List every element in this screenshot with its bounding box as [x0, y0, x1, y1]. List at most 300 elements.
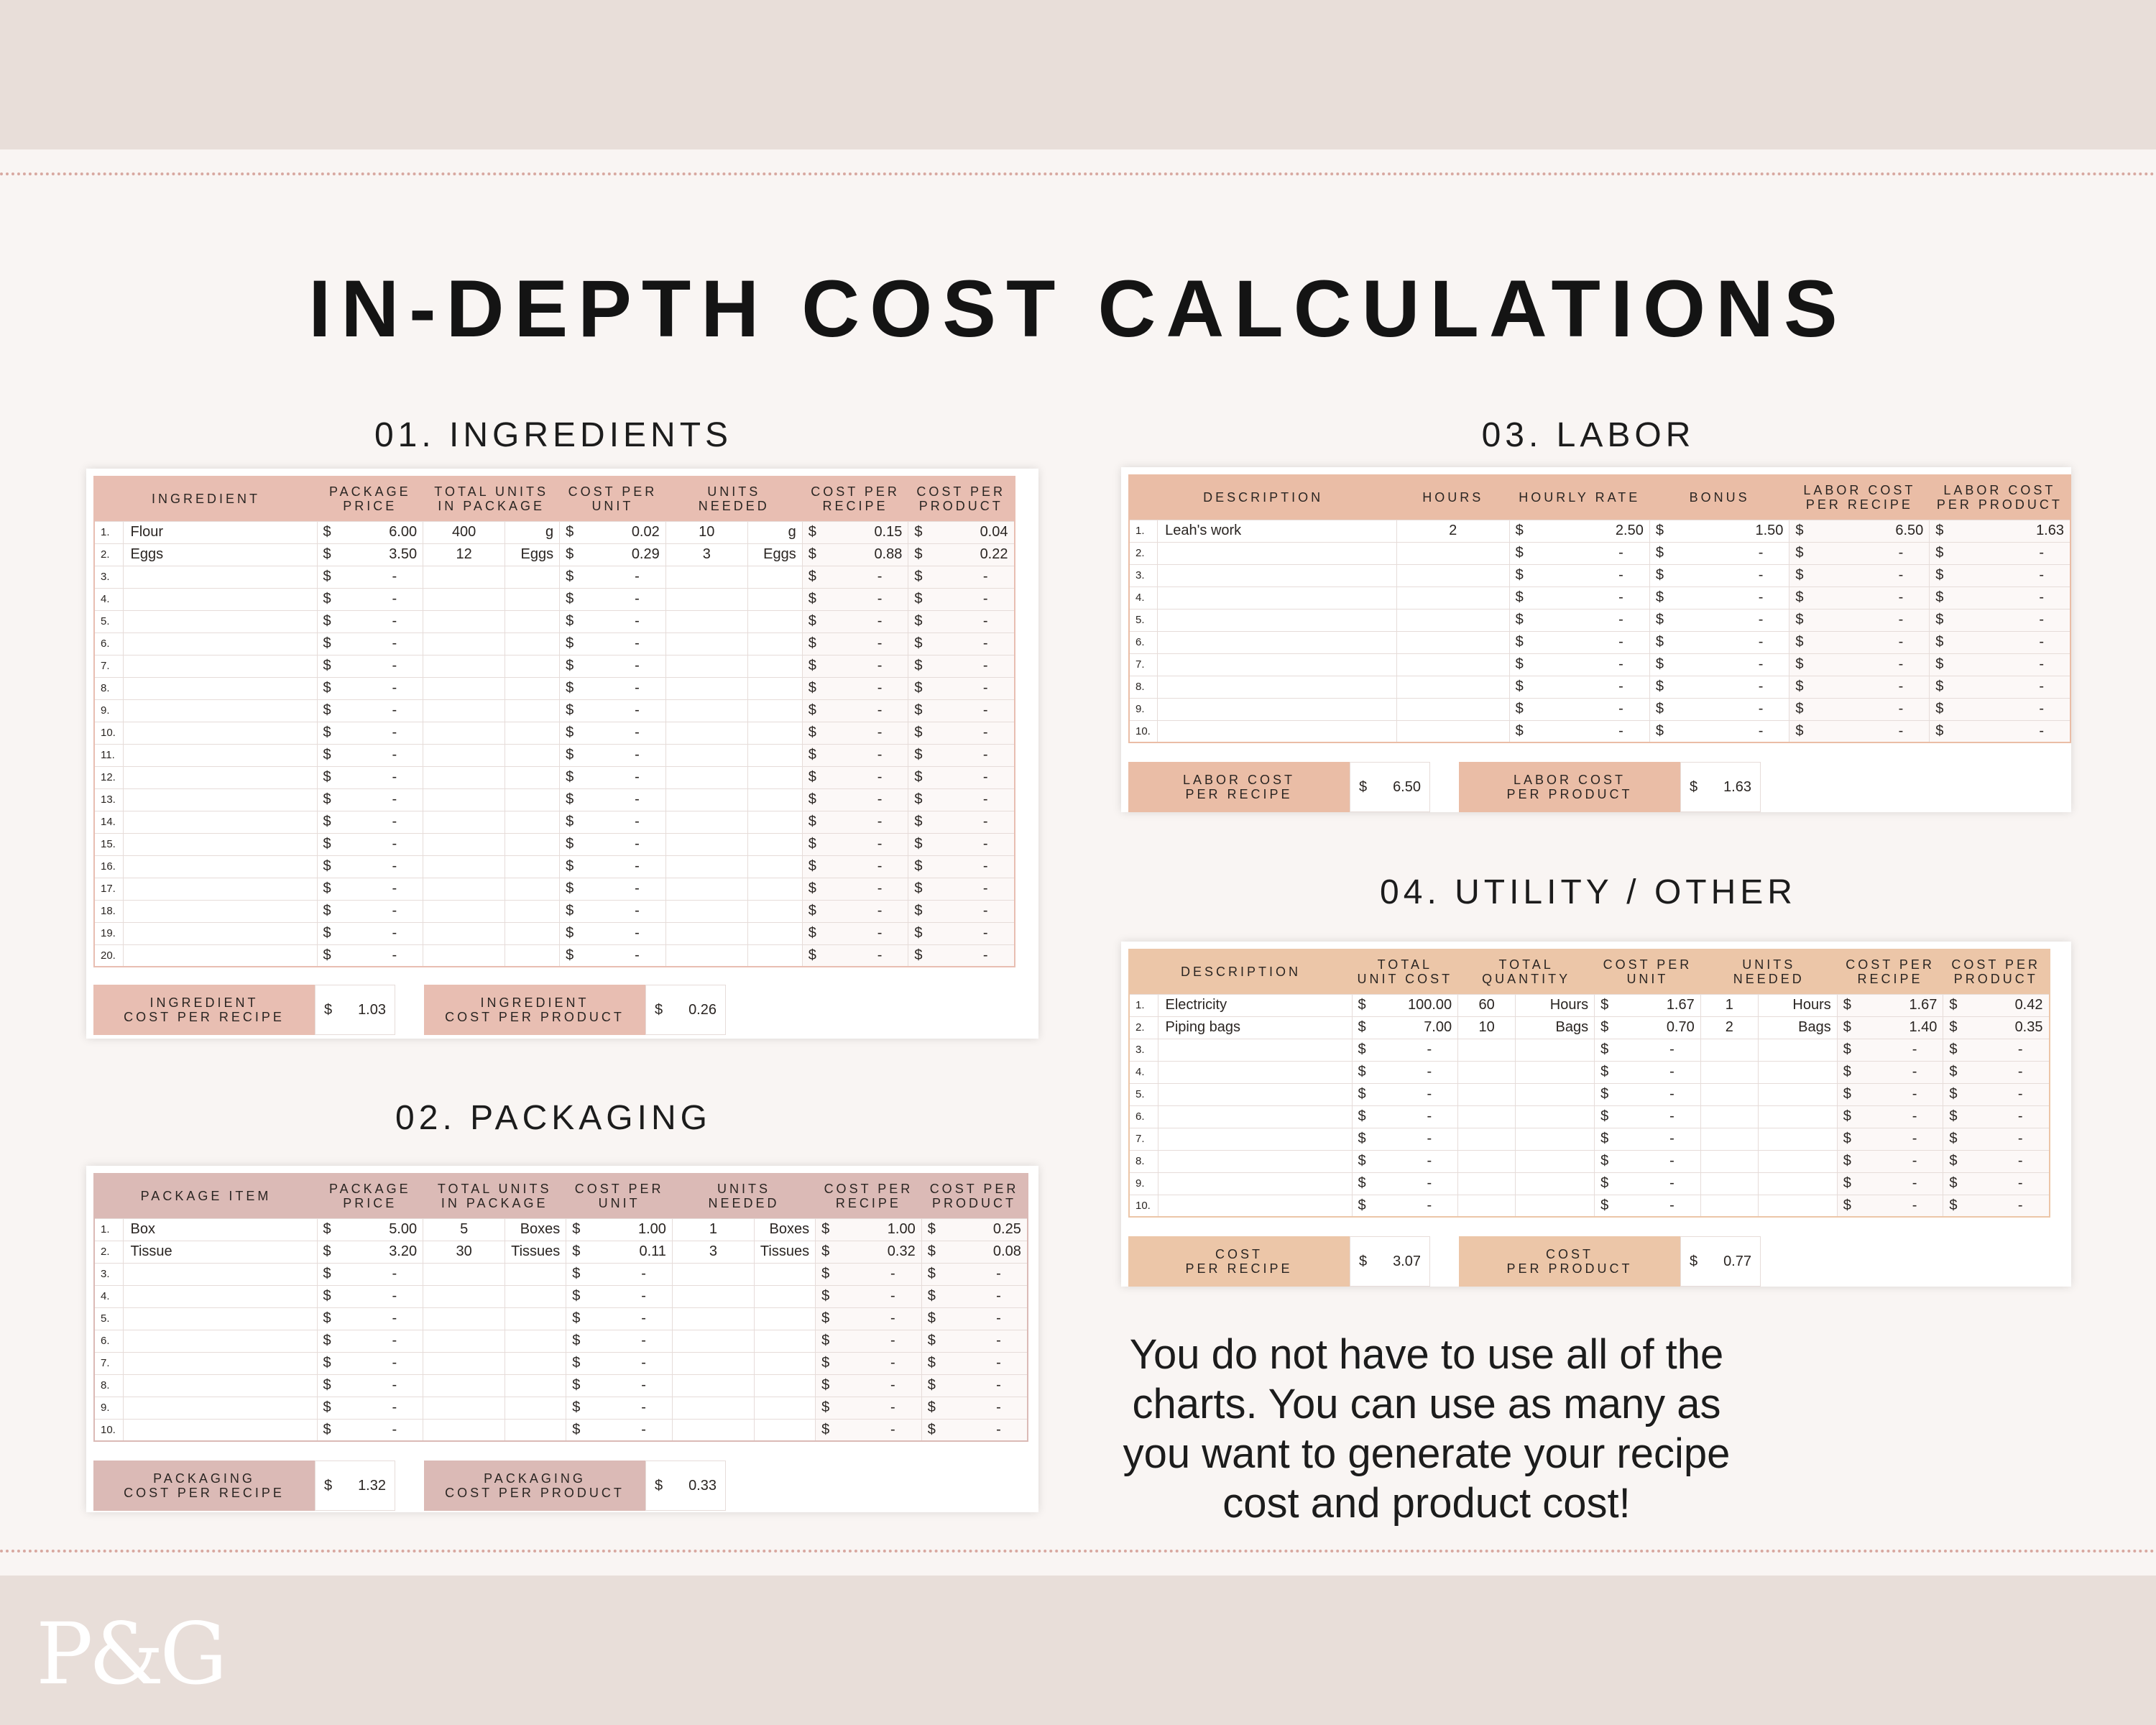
labor-cost-per-recipe-cell[interactable]: - [1810, 676, 1930, 698]
quantity-cell[interactable] [423, 744, 505, 766]
description-cell[interactable] [1158, 631, 1397, 653]
item-name-cell[interactable] [1158, 1061, 1352, 1083]
price-cell[interactable]: - [337, 566, 423, 588]
cost-per-recipe-cell[interactable]: - [822, 632, 908, 655]
cost-per-unit-cell[interactable]: - [579, 922, 665, 944]
units-needed-cell[interactable] [1700, 1195, 1758, 1217]
bonus-cell[interactable]: 1.50 [1669, 520, 1789, 542]
cost-per-unit-cell[interactable]: - [579, 588, 665, 610]
price-cell[interactable]: - [1372, 1061, 1458, 1083]
cost-per-unit-cell[interactable]: - [1614, 1039, 1700, 1061]
hours-cell[interactable] [1396, 564, 1509, 586]
price-cell[interactable]: - [337, 588, 423, 610]
cost-per-unit-cell[interactable]: - [579, 632, 665, 655]
item-name-cell[interactable] [123, 699, 317, 722]
cost-per-product-cell[interactable]: 0.08 [941, 1241, 1028, 1263]
quantity-cell[interactable] [423, 1285, 505, 1307]
needed-unit-cell[interactable]: g [747, 521, 802, 543]
cost-per-unit-cell[interactable]: 0.29 [579, 543, 665, 566]
cost-per-unit-cell[interactable]: - [579, 900, 665, 922]
needed-unit-cell[interactable] [747, 922, 802, 944]
cost-per-unit-cell[interactable]: - [579, 788, 665, 811]
cost-per-recipe-cell[interactable]: - [1857, 1172, 1943, 1195]
cost-per-recipe-cell[interactable]: 1.40 [1857, 1016, 1943, 1039]
labor-cost-per-product-cell[interactable]: - [1949, 609, 2070, 631]
unit-cell[interactable] [505, 1352, 566, 1374]
needed-unit-cell[interactable] [754, 1330, 815, 1352]
units-needed-cell[interactable] [1700, 1039, 1758, 1061]
needed-unit-cell[interactable] [1758, 1128, 1837, 1150]
summary-value[interactable] [1350, 762, 1430, 812]
needed-unit-cell[interactable] [747, 566, 802, 588]
needed-unit-cell[interactable] [754, 1374, 815, 1397]
price-cell[interactable]: - [1372, 1195, 1458, 1217]
cost-per-unit-cell[interactable]: - [586, 1419, 672, 1441]
bonus-cell[interactable]: - [1669, 631, 1789, 653]
cost-per-recipe-cell[interactable]: - [835, 1307, 921, 1330]
units-needed-cell[interactable] [672, 1285, 754, 1307]
units-needed-cell[interactable] [665, 588, 747, 610]
needed-unit-cell[interactable] [747, 588, 802, 610]
item-name-cell[interactable] [123, 1397, 317, 1419]
needed-unit-cell[interactable]: Hours [1758, 994, 1837, 1016]
needed-unit-cell[interactable] [754, 1352, 815, 1374]
hours-cell[interactable] [1396, 653, 1509, 676]
cost-per-product-cell[interactable]: - [1963, 1105, 2050, 1128]
hourly-rate-cell[interactable]: - [1529, 564, 1650, 586]
unit-cell[interactable] [505, 878, 560, 900]
price-cell[interactable]: - [337, 1307, 423, 1330]
units-needed-cell[interactable] [1700, 1083, 1758, 1105]
units-needed-cell[interactable] [665, 744, 747, 766]
needed-unit-cell[interactable] [754, 1397, 815, 1419]
description-cell[interactable] [1158, 564, 1397, 586]
quantity-cell[interactable] [423, 766, 505, 788]
cost-per-recipe-cell[interactable]: - [822, 588, 908, 610]
item-name-cell[interactable] [123, 632, 317, 655]
cost-per-recipe-cell[interactable]: - [1857, 1150, 1943, 1172]
hours-cell[interactable] [1396, 586, 1509, 609]
hours-cell[interactable] [1396, 609, 1509, 631]
needed-unit-cell[interactable] [1758, 1150, 1837, 1172]
price-cell[interactable]: - [337, 878, 423, 900]
description-cell[interactable] [1158, 676, 1397, 698]
labor-cost-per-recipe-cell[interactable]: 6.50 [1810, 520, 1930, 542]
units-needed-cell[interactable] [672, 1307, 754, 1330]
item-name-cell[interactable] [1158, 1172, 1352, 1195]
needed-unit-cell[interactable] [1758, 1061, 1837, 1083]
units-needed-cell[interactable] [665, 944, 747, 967]
price-cell[interactable]: - [337, 811, 423, 833]
cost-per-recipe-cell[interactable]: 0.15 [822, 521, 908, 543]
quantity-cell[interactable] [423, 855, 505, 878]
cost-per-recipe-cell[interactable]: - [822, 833, 908, 855]
cost-per-product-cell[interactable]: - [929, 566, 1015, 588]
units-needed-cell[interactable] [672, 1397, 754, 1419]
cost-per-unit-cell[interactable]: - [579, 833, 665, 855]
quantity-cell[interactable] [1458, 1083, 1516, 1105]
needed-unit-cell[interactable] [747, 677, 802, 699]
cost-per-unit-cell[interactable]: - [586, 1374, 672, 1397]
quantity-cell[interactable]: 10 [1458, 1016, 1516, 1039]
cost-per-unit-cell[interactable]: - [1614, 1105, 1700, 1128]
quantity-cell[interactable] [423, 900, 505, 922]
cost-per-unit-cell[interactable]: - [579, 878, 665, 900]
units-needed-cell[interactable]: 2 [1700, 1016, 1758, 1039]
units-needed-cell[interactable] [665, 766, 747, 788]
units-needed-cell[interactable] [665, 722, 747, 744]
cost-per-product-cell[interactable]: - [929, 655, 1015, 677]
needed-unit-cell[interactable]: Eggs [747, 543, 802, 566]
quantity-cell[interactable]: 400 [423, 521, 505, 543]
quantity-cell[interactable] [423, 566, 505, 588]
labor-cost-per-recipe-cell[interactable]: - [1810, 564, 1930, 586]
needed-unit-cell[interactable] [1758, 1105, 1837, 1128]
item-name-cell[interactable] [123, 744, 317, 766]
units-needed-cell[interactable] [672, 1419, 754, 1441]
item-name-cell[interactable] [1158, 1083, 1352, 1105]
price-cell[interactable]: - [337, 632, 423, 655]
needed-unit-cell[interactable] [1758, 1195, 1837, 1217]
needed-unit-cell[interactable] [747, 744, 802, 766]
unit-cell[interactable] [505, 1263, 566, 1285]
quantity-cell[interactable]: 5 [423, 1218, 505, 1241]
item-name-cell[interactable] [123, 766, 317, 788]
cost-per-unit-cell[interactable]: - [1614, 1128, 1700, 1150]
units-needed-cell[interactable] [672, 1352, 754, 1374]
hourly-rate-cell[interactable]: - [1529, 586, 1650, 609]
cost-per-recipe-cell[interactable]: - [822, 655, 908, 677]
hourly-rate-cell[interactable]: - [1529, 676, 1650, 698]
unit-cell[interactable] [505, 610, 560, 632]
item-name-cell[interactable] [123, 922, 317, 944]
cost-per-recipe-cell[interactable]: - [822, 677, 908, 699]
quantity-cell[interactable] [423, 1330, 505, 1352]
unit-cell[interactable] [1516, 1172, 1595, 1195]
item-name-cell[interactable] [123, 1374, 317, 1397]
cost-per-recipe-cell[interactable]: - [822, 722, 908, 744]
price-cell[interactable]: - [1372, 1083, 1458, 1105]
unit-cell[interactable] [505, 1330, 566, 1352]
hourly-rate-cell[interactable]: - [1529, 720, 1650, 742]
needed-unit-cell[interactable] [754, 1285, 815, 1307]
units-needed-cell[interactable] [1700, 1128, 1758, 1150]
cost-per-product-cell[interactable]: - [929, 922, 1015, 944]
quantity-cell[interactable] [1458, 1128, 1516, 1150]
unit-cell[interactable] [505, 722, 560, 744]
cost-per-recipe-cell[interactable]: - [835, 1374, 921, 1397]
quantity-cell[interactable] [423, 833, 505, 855]
cost-per-product-cell[interactable]: - [929, 878, 1015, 900]
price-cell[interactable]: 5.00 [337, 1218, 423, 1241]
item-name-cell[interactable]: Piping bags [1158, 1016, 1352, 1039]
item-name-cell[interactable] [123, 722, 317, 744]
labor-cost-per-product-cell[interactable]: - [1949, 586, 2070, 609]
labor-cost-per-product-cell[interactable]: - [1949, 698, 2070, 720]
quantity-cell[interactable] [423, 610, 505, 632]
cost-per-product-cell[interactable]: - [929, 944, 1015, 967]
cost-per-recipe-cell[interactable]: 1.00 [835, 1218, 921, 1241]
needed-unit-cell[interactable] [747, 610, 802, 632]
units-needed-cell[interactable] [672, 1374, 754, 1397]
price-cell[interactable]: - [337, 944, 423, 967]
unit-cell[interactable] [505, 699, 560, 722]
price-cell[interactable]: - [337, 922, 423, 944]
units-needed-cell[interactable]: 3 [672, 1241, 754, 1263]
unit-cell[interactable] [505, 1374, 566, 1397]
hours-cell[interactable] [1396, 542, 1509, 564]
unit-cell[interactable] [505, 833, 560, 855]
price-cell[interactable]: - [1372, 1039, 1458, 1061]
price-cell[interactable]: - [337, 900, 423, 922]
unit-cell[interactable]: g [505, 521, 560, 543]
cost-per-recipe-cell[interactable]: - [835, 1285, 921, 1307]
price-cell[interactable]: - [337, 788, 423, 811]
item-name-cell[interactable]: Flour [123, 521, 317, 543]
needed-unit-cell[interactable] [747, 722, 802, 744]
cost-per-unit-cell[interactable]: 1.67 [1614, 994, 1700, 1016]
cost-per-recipe-cell[interactable]: - [1857, 1061, 1943, 1083]
units-needed-cell[interactable] [1700, 1105, 1758, 1128]
price-cell[interactable]: 100.00 [1372, 994, 1458, 1016]
unit-cell[interactable] [1516, 1195, 1595, 1217]
quantity-cell[interactable]: 60 [1458, 994, 1516, 1016]
quantity-cell[interactable] [1458, 1061, 1516, 1083]
item-name-cell[interactable] [123, 1307, 317, 1330]
cost-per-recipe-cell[interactable]: - [822, 744, 908, 766]
units-needed-cell[interactable] [665, 922, 747, 944]
needed-unit-cell[interactable]: Tissues [754, 1241, 815, 1263]
labor-cost-per-product-cell[interactable]: - [1949, 564, 2070, 586]
cost-per-unit-cell[interactable]: - [579, 744, 665, 766]
cost-per-unit-cell[interactable]: - [1614, 1150, 1700, 1172]
bonus-cell[interactable]: - [1669, 653, 1789, 676]
units-needed-cell[interactable] [1700, 1150, 1758, 1172]
quantity-cell[interactable] [423, 878, 505, 900]
quantity-cell[interactable] [423, 1352, 505, 1374]
labor-cost-per-recipe-cell[interactable]: - [1810, 631, 1930, 653]
cost-per-unit-cell[interactable]: 0.11 [586, 1241, 672, 1263]
item-name-cell[interactable] [123, 610, 317, 632]
price-cell[interactable]: - [337, 1419, 423, 1441]
quantity-cell[interactable] [423, 722, 505, 744]
hourly-rate-cell[interactable]: 2.50 [1529, 520, 1650, 542]
hourly-rate-cell[interactable]: - [1529, 609, 1650, 631]
price-cell[interactable]: 7.00 [1372, 1016, 1458, 1039]
units-needed-cell[interactable] [665, 566, 747, 588]
cost-per-product-cell[interactable]: - [929, 788, 1015, 811]
labor-cost-per-product-cell[interactable]: 1.63 [1949, 520, 2070, 542]
price-cell[interactable]: - [337, 699, 423, 722]
cost-per-product-cell[interactable]: 0.35 [1963, 1016, 2050, 1039]
units-needed-cell[interactable] [665, 900, 747, 922]
cost-per-recipe-cell[interactable]: - [822, 610, 908, 632]
cost-per-recipe-cell[interactable]: - [1857, 1083, 1943, 1105]
price-cell[interactable]: - [337, 1263, 423, 1285]
cost-per-unit-cell[interactable]: - [586, 1263, 672, 1285]
cost-per-recipe-cell[interactable]: - [822, 788, 908, 811]
cost-per-product-cell[interactable]: - [941, 1397, 1028, 1419]
cost-per-unit-cell[interactable]: - [579, 766, 665, 788]
cost-per-product-cell[interactable]: - [929, 699, 1015, 722]
needed-unit-cell[interactable] [747, 833, 802, 855]
cost-per-unit-cell[interactable]: - [586, 1330, 672, 1352]
units-needed-cell[interactable]: 1 [1700, 994, 1758, 1016]
quantity-cell[interactable] [423, 811, 505, 833]
unit-cell[interactable]: Hours [1516, 994, 1595, 1016]
price-cell[interactable]: 3.50 [337, 543, 423, 566]
units-needed-cell[interactable] [665, 855, 747, 878]
bonus-cell[interactable]: - [1669, 698, 1789, 720]
unit-cell[interactable] [505, 588, 560, 610]
cost-per-recipe-cell[interactable]: - [822, 944, 908, 967]
bonus-cell[interactable]: - [1669, 609, 1789, 631]
price-cell[interactable]: - [337, 610, 423, 632]
units-needed-cell[interactable] [665, 677, 747, 699]
item-name-cell[interactable]: Tissue [123, 1241, 317, 1263]
cost-per-unit-cell[interactable]: 0.02 [579, 521, 665, 543]
cost-per-product-cell[interactable]: - [1963, 1083, 2050, 1105]
labor-cost-per-recipe-cell[interactable]: - [1810, 698, 1930, 720]
description-cell[interactable] [1158, 698, 1397, 720]
cost-per-product-cell[interactable]: 0.42 [1963, 994, 2050, 1016]
cost-per-product-cell[interactable]: - [929, 811, 1015, 833]
cost-per-product-cell[interactable]: - [1963, 1039, 2050, 1061]
cost-per-unit-cell[interactable]: - [586, 1397, 672, 1419]
cost-per-product-cell[interactable]: - [929, 744, 1015, 766]
cost-per-product-cell[interactable]: - [1963, 1061, 2050, 1083]
summary-value[interactable] [315, 985, 395, 1035]
unit-cell[interactable] [505, 1419, 566, 1441]
item-name-cell[interactable] [123, 855, 317, 878]
units-needed-cell[interactable] [665, 811, 747, 833]
quantity-cell[interactable] [1458, 1150, 1516, 1172]
item-name-cell[interactable] [123, 900, 317, 922]
cost-per-product-cell[interactable]: 0.22 [929, 543, 1015, 566]
cost-per-unit-cell[interactable]: 1.00 [586, 1218, 672, 1241]
cost-per-unit-cell[interactable]: - [579, 677, 665, 699]
price-cell[interactable]: - [1372, 1105, 1458, 1128]
hours-cell[interactable] [1396, 698, 1509, 720]
needed-unit-cell[interactable] [747, 788, 802, 811]
needed-unit-cell[interactable] [747, 632, 802, 655]
cost-per-product-cell[interactable]: 0.25 [941, 1218, 1028, 1241]
price-cell[interactable]: - [337, 744, 423, 766]
hourly-rate-cell[interactable]: - [1529, 631, 1650, 653]
cost-per-recipe-cell[interactable]: - [835, 1397, 921, 1419]
price-cell[interactable]: - [1372, 1172, 1458, 1195]
cost-per-unit-cell[interactable]: - [586, 1307, 672, 1330]
quantity-cell[interactable]: 12 [423, 543, 505, 566]
cost-per-product-cell[interactable]: - [1963, 1128, 2050, 1150]
cost-per-unit-cell[interactable]: - [1614, 1061, 1700, 1083]
units-needed-cell[interactable] [665, 655, 747, 677]
needed-unit-cell[interactable] [747, 900, 802, 922]
price-cell[interactable]: - [337, 677, 423, 699]
item-name-cell[interactable] [1158, 1039, 1352, 1061]
cost-per-unit-cell[interactable]: - [1614, 1195, 1700, 1217]
cost-per-recipe-cell[interactable]: - [822, 855, 908, 878]
unit-cell[interactable] [505, 855, 560, 878]
quantity-cell[interactable] [423, 922, 505, 944]
item-name-cell[interactable] [123, 677, 317, 699]
quantity-cell[interactable] [423, 677, 505, 699]
cost-per-recipe-cell[interactable]: 0.32 [835, 1241, 921, 1263]
item-name-cell[interactable] [123, 944, 317, 967]
cost-per-product-cell[interactable]: - [929, 833, 1015, 855]
cost-per-product-cell[interactable]: - [941, 1352, 1028, 1374]
quantity-cell[interactable] [423, 944, 505, 967]
unit-cell[interactable] [505, 944, 560, 967]
cost-per-recipe-cell[interactable]: - [1857, 1128, 1943, 1150]
summary-value[interactable] [315, 1460, 395, 1511]
needed-unit-cell[interactable] [747, 811, 802, 833]
bonus-cell[interactable]: - [1669, 586, 1789, 609]
cost-per-recipe-cell[interactable]: - [835, 1419, 921, 1441]
cost-per-recipe-cell[interactable]: 1.67 [1857, 994, 1943, 1016]
cost-per-unit-cell[interactable]: - [579, 699, 665, 722]
item-name-cell[interactable] [1158, 1195, 1352, 1217]
cost-per-product-cell[interactable]: - [929, 855, 1015, 878]
unit-cell[interactable] [1516, 1150, 1595, 1172]
price-cell[interactable]: 3.20 [337, 1241, 423, 1263]
item-name-cell[interactable] [123, 1419, 317, 1441]
needed-unit-cell[interactable] [754, 1419, 815, 1441]
needed-unit-cell[interactable]: Boxes [754, 1218, 815, 1241]
cost-per-product-cell[interactable]: - [941, 1419, 1028, 1441]
item-name-cell[interactable] [123, 788, 317, 811]
cost-per-recipe-cell[interactable]: 0.88 [822, 543, 908, 566]
cost-per-product-cell[interactable]: - [929, 766, 1015, 788]
unit-cell[interactable] [505, 766, 560, 788]
cost-per-product-cell[interactable]: 0.04 [929, 521, 1015, 543]
quantity-cell[interactable] [423, 632, 505, 655]
hours-cell[interactable]: 2 [1396, 520, 1509, 542]
item-name-cell[interactable] [123, 566, 317, 588]
cost-per-product-cell[interactable]: - [941, 1374, 1028, 1397]
quantity-cell[interactable] [1458, 1105, 1516, 1128]
unit-cell[interactable] [505, 632, 560, 655]
quantity-cell[interactable] [423, 1307, 505, 1330]
cost-per-product-cell[interactable]: - [929, 900, 1015, 922]
quantity-cell[interactable] [1458, 1039, 1516, 1061]
units-needed-cell[interactable] [1700, 1061, 1758, 1083]
bonus-cell[interactable]: - [1669, 542, 1789, 564]
item-name-cell[interactable] [123, 1285, 317, 1307]
cost-per-product-cell[interactable]: - [941, 1263, 1028, 1285]
price-cell[interactable]: - [1372, 1128, 1458, 1150]
cost-per-unit-cell[interactable]: - [1614, 1083, 1700, 1105]
bonus-cell[interactable]: - [1669, 564, 1789, 586]
cost-per-unit-cell[interactable]: - [579, 566, 665, 588]
labor-cost-per-recipe-cell[interactable]: - [1810, 542, 1930, 564]
price-cell[interactable]: - [337, 833, 423, 855]
cost-per-unit-cell[interactable]: - [579, 722, 665, 744]
needed-unit-cell[interactable] [747, 766, 802, 788]
labor-cost-per-product-cell[interactable]: - [1949, 653, 2070, 676]
needed-unit-cell[interactable] [1758, 1083, 1837, 1105]
cost-per-product-cell[interactable]: - [1963, 1172, 2050, 1195]
cost-per-recipe-cell[interactable]: - [822, 699, 908, 722]
labor-cost-per-recipe-cell[interactable]: - [1810, 609, 1930, 631]
item-name-cell[interactable] [123, 1263, 317, 1285]
unit-cell[interactable] [1516, 1105, 1595, 1128]
units-needed-cell[interactable] [665, 788, 747, 811]
price-cell[interactable]: - [337, 1330, 423, 1352]
quantity-cell[interactable] [423, 1263, 505, 1285]
unit-cell[interactable] [1516, 1128, 1595, 1150]
quantity-cell[interactable]: 30 [423, 1241, 505, 1263]
